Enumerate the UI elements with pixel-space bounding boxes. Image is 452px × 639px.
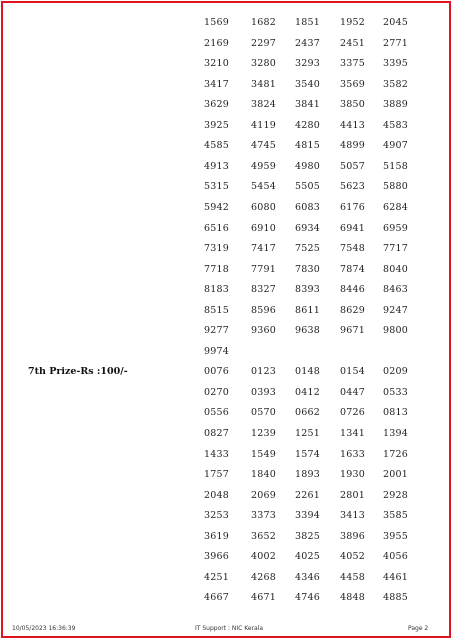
ticket-number: 3955 — [383, 530, 408, 542]
ticket-number: 4052 — [340, 551, 365, 563]
number-row — [0, 243, 452, 263]
ticket-number: 4980 — [295, 160, 320, 172]
ticket-number: 3652 — [251, 530, 276, 542]
ticket-number: 0270 — [204, 386, 229, 398]
ticket-number: 6516 — [204, 222, 229, 234]
ticket-number: 0148 — [295, 366, 320, 378]
ticket-number: 1952 — [340, 17, 365, 28]
ticket-number: 9360 — [251, 325, 276, 337]
number-row — [0, 428, 452, 448]
ticket-number: 8611 — [295, 304, 320, 316]
ticket-number: 5942 — [204, 201, 229, 213]
ticket-number: 3896 — [340, 530, 365, 542]
ticket-number: 3824 — [251, 99, 276, 111]
ticket-number: 7830 — [295, 263, 320, 275]
ticket-number: 5315 — [204, 181, 229, 193]
ticket-number: 4458 — [340, 571, 365, 583]
ticket-number: 5158 — [383, 160, 408, 172]
ticket-number: 1851 — [295, 17, 320, 28]
number-row — [0, 120, 452, 140]
ticket-number: 1239 — [251, 428, 276, 439]
ticket-number: 8040 — [383, 263, 408, 275]
ticket-number: 3629 — [204, 99, 229, 111]
ticket-number: 6941 — [340, 222, 365, 234]
ticket-number: 3373 — [251, 510, 276, 522]
ticket-number: 7718 — [204, 263, 229, 275]
ticket-number: 3850 — [340, 99, 365, 111]
ticket-number: 4119 — [251, 119, 276, 131]
footer-timestamp: 10/05/2023 16:36:39 — [12, 625, 76, 632]
ticket-number: 3394 — [295, 510, 320, 522]
number-row — [0, 79, 452, 99]
ticket-number: 0154 — [340, 366, 365, 378]
ticket-number: 3413 — [340, 510, 365, 522]
ticket-number: 7791 — [251, 263, 276, 275]
ticket-number: 0827 — [204, 428, 229, 439]
ticket-number: 3585 — [383, 510, 408, 522]
seventh-prize-label: 7th Prize-Rs :100/- — [28, 366, 128, 378]
ticket-number: 0570 — [251, 407, 276, 419]
number-row — [0, 38, 452, 58]
ticket-number: 0813 — [383, 407, 408, 419]
ticket-number: 2801 — [340, 489, 365, 501]
ticket-number: 7717 — [383, 243, 408, 255]
ticket-number: 3375 — [340, 58, 365, 70]
number-row — [0, 305, 452, 325]
number-row — [0, 407, 452, 427]
ticket-number: 2045 — [383, 17, 408, 28]
ticket-number: 8183 — [204, 284, 229, 296]
ticket-number: 4848 — [340, 592, 365, 604]
ticket-number: 4461 — [383, 571, 408, 583]
ticket-number: 4413 — [340, 119, 365, 131]
number-row — [0, 346, 452, 366]
number-row — [0, 202, 452, 222]
ticket-number: 0123 — [251, 366, 276, 378]
ticket-number: 0447 — [340, 386, 365, 398]
ticket-number: 4907 — [383, 140, 408, 152]
ticket-number: 0412 — [295, 386, 320, 398]
ticket-number: 4583 — [383, 119, 408, 131]
ticket-number: 8446 — [340, 284, 365, 296]
ticket-number: 3889 — [383, 99, 408, 111]
ticket-number: 1633 — [340, 448, 365, 460]
ticket-number: 1394 — [383, 428, 408, 439]
ticket-number: 3481 — [251, 78, 276, 90]
ticket-number: 3925 — [204, 119, 229, 131]
ticket-number: 0393 — [251, 386, 276, 398]
ticket-number: 6083 — [295, 201, 320, 213]
ticket-number: 2001 — [383, 469, 408, 481]
ticket-number: 4280 — [295, 119, 320, 131]
ticket-number: 1251 — [295, 428, 320, 439]
ticket-number: 0556 — [204, 407, 229, 419]
ticket-number: 5454 — [251, 181, 276, 193]
ticket-number: 4002 — [251, 551, 276, 563]
ticket-number: 4585 — [204, 140, 229, 152]
number-row — [0, 572, 452, 592]
ticket-number: 0076 — [204, 366, 229, 378]
number-row — [0, 510, 452, 530]
ticket-number: 8596 — [251, 304, 276, 316]
ticket-number: 2261 — [295, 489, 320, 501]
ticket-number: 4667 — [204, 592, 229, 604]
ticket-number: 7874 — [340, 263, 365, 275]
ticket-number: 2451 — [340, 37, 365, 49]
ticket-number: 4025 — [295, 551, 320, 563]
footer-support: IT Support : NIC Kerala — [195, 625, 264, 632]
ticket-number: 3619 — [204, 530, 229, 542]
ticket-number: 2169 — [204, 37, 229, 49]
ticket-number: 2437 — [295, 37, 320, 49]
ticket-number: 3280 — [251, 58, 276, 70]
ticket-number: 3210 — [204, 58, 229, 70]
ticket-number: 2069 — [251, 489, 276, 501]
footer-page-number: Page 2 — [408, 625, 429, 632]
number-row — [0, 161, 452, 181]
ticket-number: 4745 — [251, 140, 276, 152]
ticket-number: 8393 — [295, 284, 320, 296]
ticket-number: 1341 — [340, 428, 365, 439]
number-row — [0, 531, 452, 551]
ticket-number: 4959 — [251, 160, 276, 172]
ticket-number: 0726 — [340, 407, 365, 419]
ticket-number: 1433 — [204, 448, 229, 460]
ticket-number: 1893 — [295, 469, 320, 481]
ticket-number: 6284 — [383, 201, 408, 213]
number-row — [0, 223, 452, 243]
ticket-number: 9638 — [295, 325, 320, 337]
number-row — [0, 449, 452, 469]
ticket-number: 9671 — [340, 325, 365, 337]
ticket-number: 0533 — [383, 386, 408, 398]
ticket-number: 4346 — [295, 571, 320, 583]
ticket-number: 8327 — [251, 284, 276, 296]
ticket-number: 9247 — [383, 304, 408, 316]
ticket-number: 9800 — [383, 325, 408, 337]
number-row — [0, 490, 452, 510]
ticket-number: 3395 — [383, 58, 408, 70]
ticket-number: 6176 — [340, 201, 365, 213]
ticket-number: 4815 — [295, 140, 320, 152]
ticket-number: 1682 — [251, 17, 276, 28]
number-row — [0, 99, 452, 119]
ticket-number: 4056 — [383, 551, 408, 563]
number-row — [0, 551, 452, 571]
ticket-number: 3540 — [295, 78, 320, 90]
number-row — [0, 264, 452, 284]
ticket-number: 7548 — [340, 243, 365, 255]
ticket-number: 4251 — [204, 571, 229, 583]
ticket-number: 4746 — [295, 592, 320, 604]
ticket-number: 0209 — [383, 366, 408, 378]
ticket-number: 8515 — [204, 304, 229, 316]
number-row — [0, 592, 452, 612]
number-row — [0, 469, 452, 489]
ticket-number: 5880 — [383, 181, 408, 193]
ticket-number: 3825 — [295, 530, 320, 542]
ticket-number: 9974 — [204, 345, 229, 357]
ticket-number: 6910 — [251, 222, 276, 234]
ticket-number: 2928 — [383, 489, 408, 501]
ticket-number: 7525 — [295, 243, 320, 255]
ticket-number: 6959 — [383, 222, 408, 234]
ticket-number: 7319 — [204, 243, 229, 255]
number-row — [0, 284, 452, 304]
ticket-number: 4885 — [383, 592, 408, 604]
ticket-number: 3841 — [295, 99, 320, 111]
ticket-number: 8629 — [340, 304, 365, 316]
ticket-number: 4268 — [251, 571, 276, 583]
ticket-number: 9277 — [204, 325, 229, 337]
ticket-number: 2771 — [383, 37, 408, 49]
ticket-number: 3253 — [204, 510, 229, 522]
ticket-number: 5057 — [340, 160, 365, 172]
ticket-number: 5505 — [295, 181, 320, 193]
ticket-number: 1757 — [204, 469, 229, 481]
number-row — [0, 181, 452, 201]
ticket-number: 3569 — [340, 78, 365, 90]
ticket-number: 4671 — [251, 592, 276, 604]
ticket-number: 3582 — [383, 78, 408, 90]
number-row — [0, 58, 452, 78]
ticket-number: 1569 — [204, 17, 229, 28]
ticket-number: 1549 — [251, 448, 276, 460]
ticket-number: 3417 — [204, 78, 229, 90]
number-row — [0, 387, 452, 407]
ticket-number: 8463 — [383, 284, 408, 296]
ticket-number: 0662 — [295, 407, 320, 419]
ticket-number: 5623 — [340, 181, 365, 193]
number-row — [0, 17, 452, 37]
ticket-number: 7417 — [251, 243, 276, 255]
ticket-number: 3966 — [204, 551, 229, 563]
ticket-number: 6080 — [251, 201, 276, 213]
ticket-number: 2048 — [204, 489, 229, 501]
number-row — [0, 325, 452, 345]
ticket-number: 1574 — [295, 448, 320, 460]
ticket-number: 1930 — [340, 469, 365, 481]
ticket-number: 2297 — [251, 37, 276, 49]
ticket-number: 4899 — [340, 140, 365, 152]
ticket-number: 1726 — [383, 448, 408, 460]
number-row — [0, 140, 452, 160]
ticket-number: 4913 — [204, 160, 229, 172]
ticket-number: 6934 — [295, 222, 320, 234]
ticket-number: 3293 — [295, 58, 320, 70]
ticket-number: 1840 — [251, 469, 276, 481]
